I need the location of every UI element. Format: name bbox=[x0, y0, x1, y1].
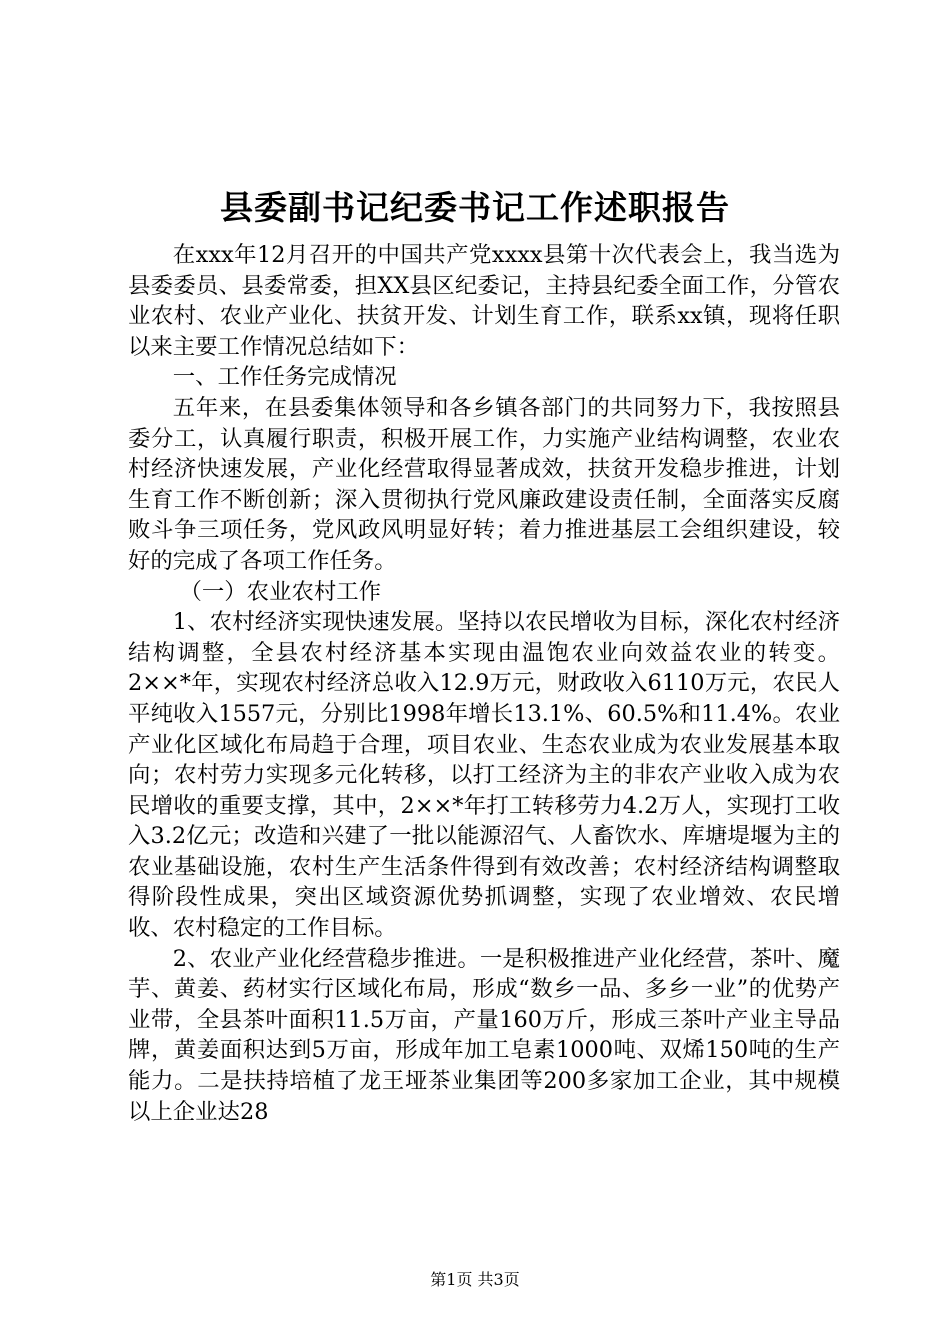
paragraph-item-1: 1、农村经济实现快速发展。坚持以农民增收为目标，深化农村经济结构调整，全县农村经济基本实现由温饱农业向效益农业的转变。2××*年，实现农村经济总收入12.9万元，财政收入6110万元，农民人平纯收入1557元，分别比1998年增长13.1%、60.5%和11.4%。农业产业化区域化布局趋于合理，项目农业、生态农业成为农业发展基本取向；农村劳力实现多元化转移，以打工经济为主的非农产业收入成为农民增收的重要支撑，其中，2××*年打工转移劳力4.2万人，实现打工收入3.2亿元；改造和兴建了一批以能源沼气、人畜饮水、库塘堤堰为主的农业基础设施，农村生产生活条件得到有效改善；农村经济结构调整取得阶段性成果，突出区域资源优势抓调整，实现了农业增效、农民增收、农村稳定的工作目标。 bbox=[128, 609, 840, 942]
paragraph-summary: 五年来，在县委集体领导和各乡镇各部门的共同努力下，我按照县委分工，认真履行职责，积极开展工作，力实施产业结构调整，农业农村经济快速发展，产业化经营取得显著成效，扶贫开发稳步推进，计划生育工作不断创新；深入贯彻执行党风廉政建设责任制，全面落实反腐败斗争三项任务，党风政风明显好转；着力推进基层工会组织建设，较好的完成了各项工作任务。 bbox=[128, 394, 840, 574]
document-body bbox=[128, 240, 840, 1127]
paragraph-intro: 在xxx年12月召开的中国共产党xxxx县第十次代表会上，我当选为县委委员、县委常委，担XX县区纪委记，主持县纪委全面工作，分管农业农村、农业产业化、扶贫开发、计划生育工作，联系xx镇，现将任职以来主要工作情况总结如下： bbox=[128, 242, 840, 360]
document-title: 县委副书记纪委书记工作述职报告 bbox=[220, 188, 730, 227]
section-heading-1: 一、工作任务完成情况 bbox=[172, 364, 397, 391]
subsection-heading-1: （一）农业农村工作 bbox=[179, 578, 382, 605]
paragraph-item-2: 2、农业产业化经营稳步推进。一是积极推进产业化经营，茶叶、魔芋、黄姜、药材实行区域化布局，形成“数乡一品、多乡一业”的优势产业带，全县茶叶面积11.5万亩，产量160万斤，形成三茶叶产业主导品牌，黄姜面积达到5万亩，形成年加工皂素1000吨、双烯150吨的生产能力。二是扶持培植了龙王垭茶业集团等200多家加工企业，其中规模以上企业达28 bbox=[128, 945, 840, 1125]
page-number-footer: 第1页 共3页 bbox=[430, 1270, 520, 1289]
